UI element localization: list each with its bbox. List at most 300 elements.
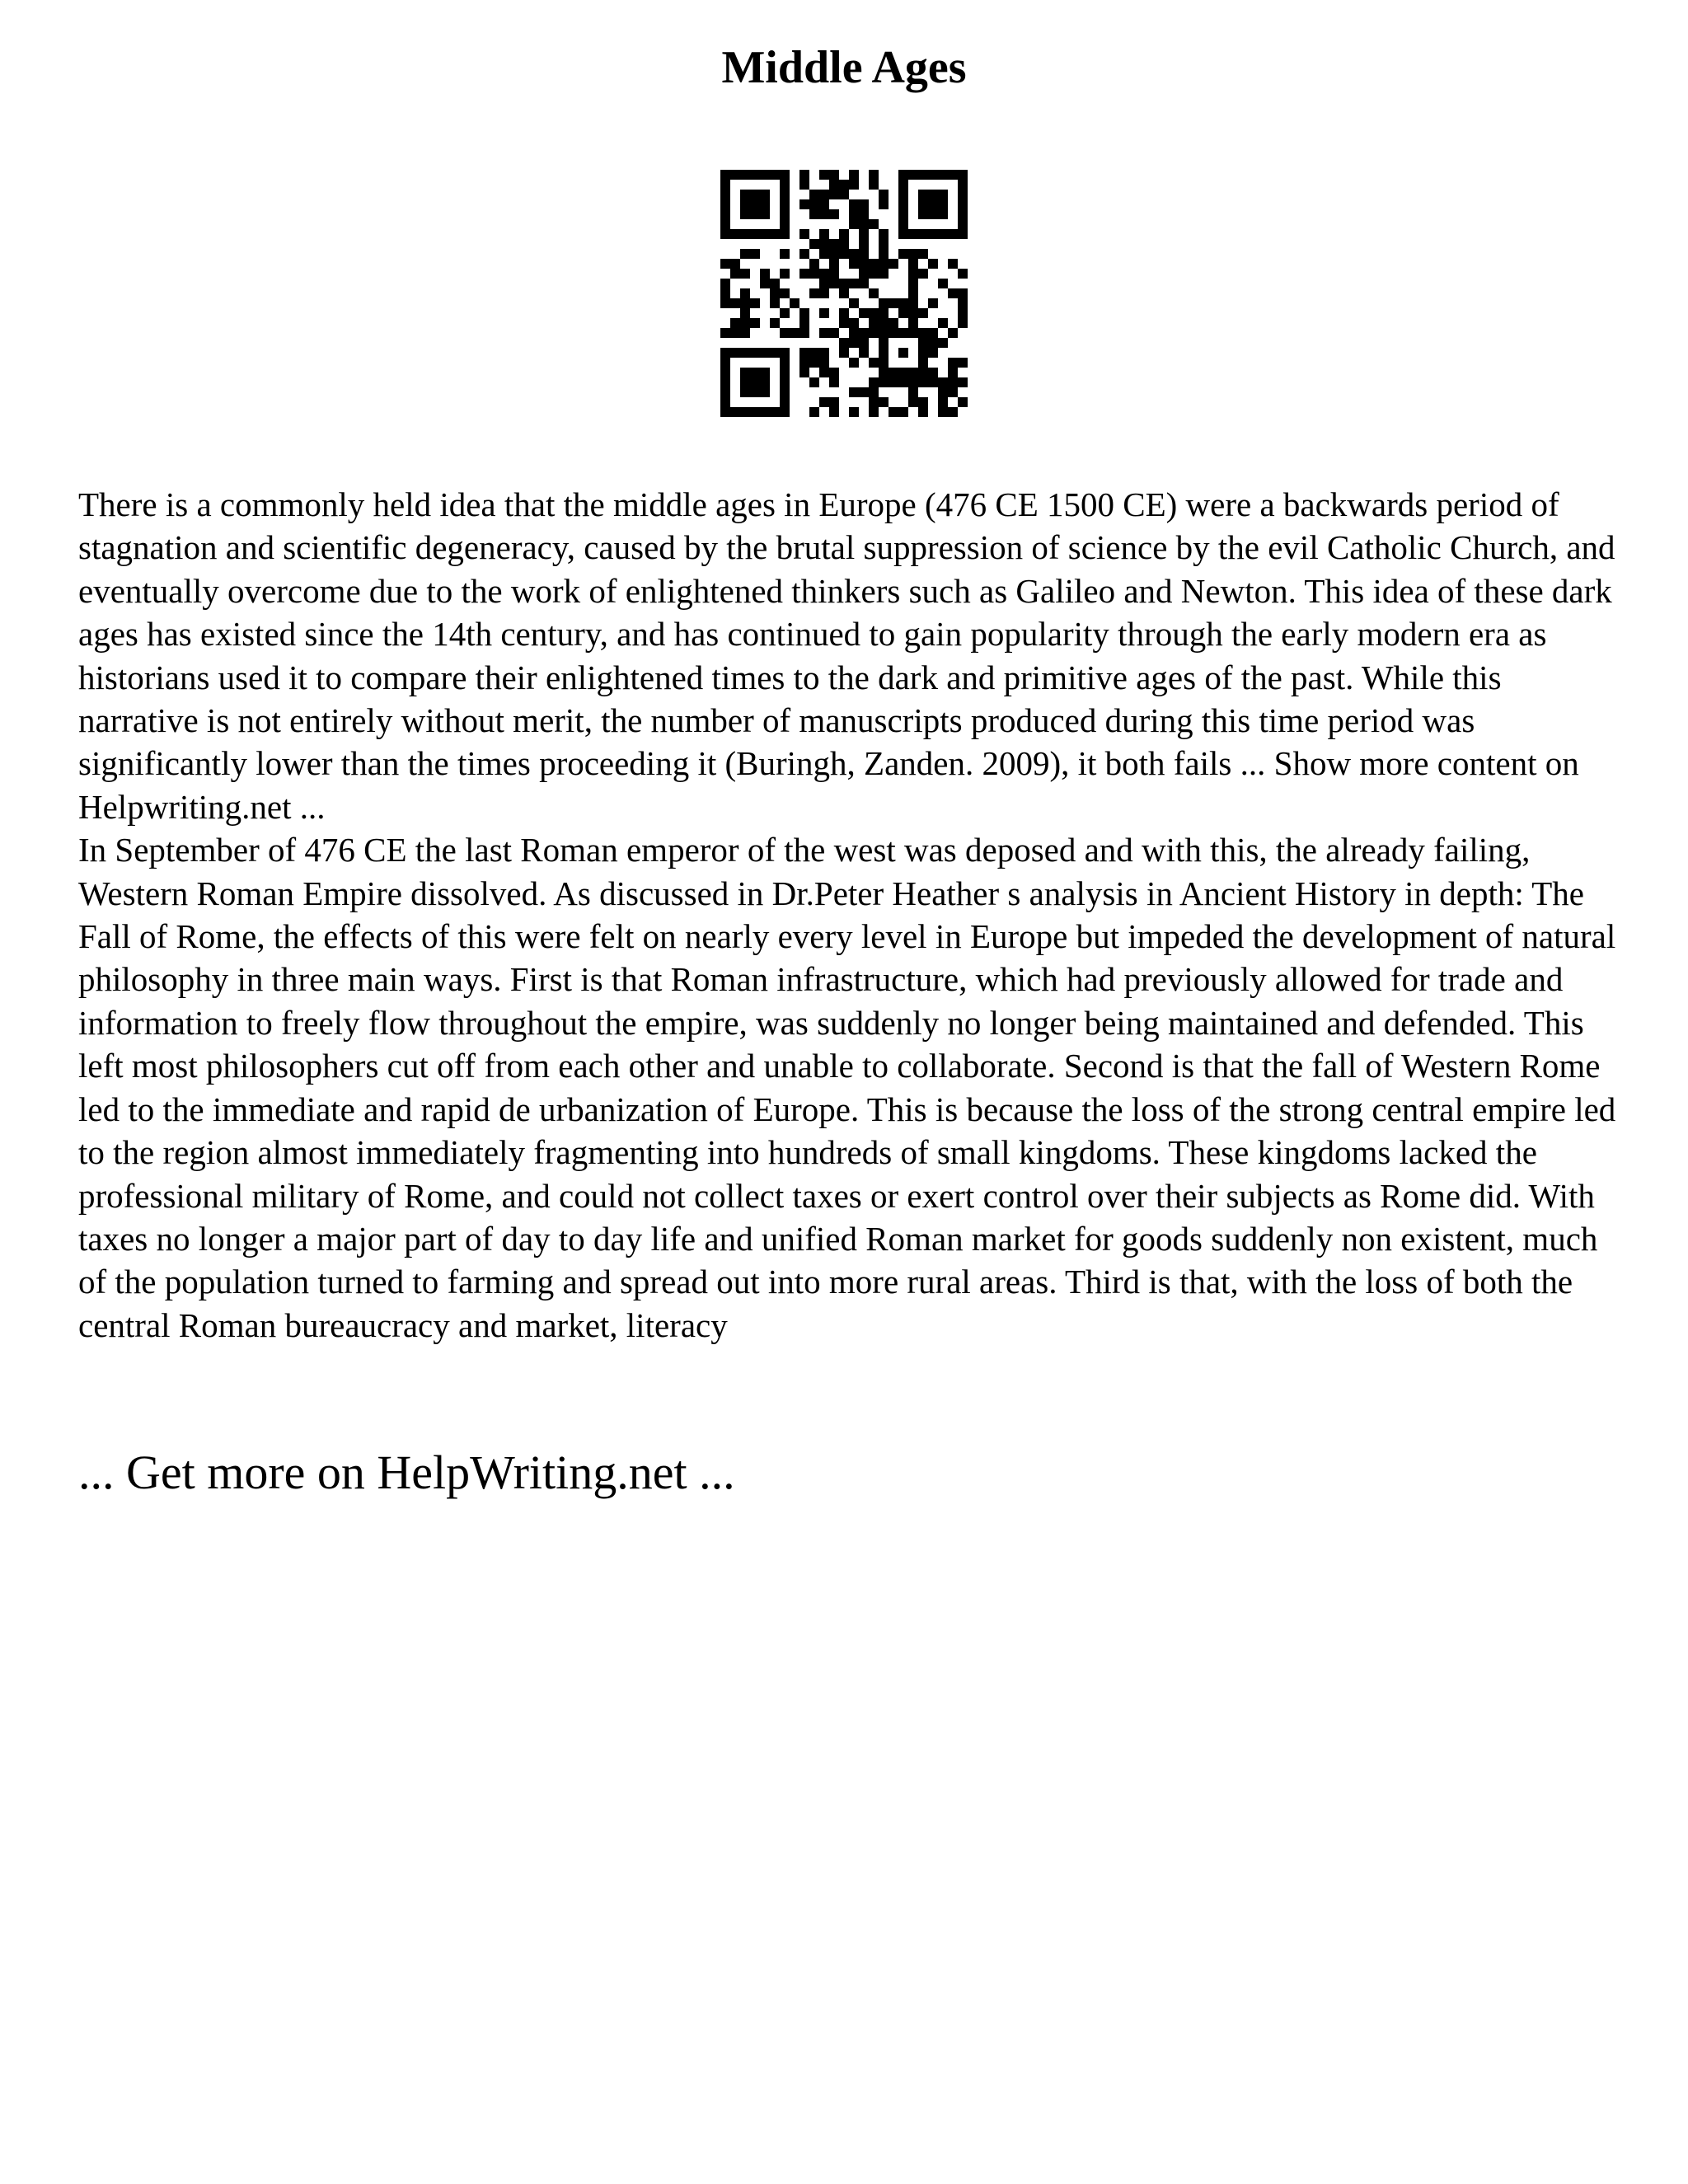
qr-module: [869, 387, 879, 397]
qr-module: [958, 358, 968, 368]
qr-module: [849, 259, 859, 269]
qr-module: [849, 180, 859, 190]
qr-module: [829, 368, 839, 377]
qr-module: [859, 259, 869, 269]
qr-module: [869, 259, 879, 269]
qr-module: [750, 377, 760, 387]
qr-module: [760, 377, 770, 387]
qr-module: [770, 407, 780, 417]
qr-module: [898, 170, 908, 180]
qr-module: [740, 328, 750, 338]
qr-module: [839, 318, 849, 328]
qr-module: [869, 377, 879, 387]
qr-module: [869, 397, 879, 407]
qr-module: [780, 308, 790, 318]
qr-module: [720, 288, 730, 298]
qr-module: [780, 407, 790, 417]
qr-module: [730, 170, 740, 180]
qr-module: [740, 199, 750, 209]
qr-module: [760, 229, 770, 239]
qr-module: [780, 387, 790, 397]
qr-module: [819, 308, 829, 318]
qr-module: [849, 407, 859, 417]
qr-module: [730, 229, 740, 239]
qr-module: [780, 249, 790, 259]
qr-module: [938, 387, 948, 397]
qr-module: [898, 229, 908, 239]
qr-module: [829, 249, 839, 259]
qr-module: [809, 358, 819, 368]
qr-module: [869, 219, 879, 229]
qr-module: [809, 269, 819, 279]
qr-module: [819, 199, 829, 209]
qr-module: [869, 288, 879, 298]
qr-module: [898, 348, 908, 358]
qr-module: [948, 368, 958, 377]
qr-module: [750, 199, 760, 209]
qr-module: [730, 269, 740, 279]
qr-module: [958, 190, 968, 199]
qr-module: [898, 377, 908, 387]
qr-module: [859, 348, 869, 358]
qr-module: [809, 259, 819, 269]
qr-module: [938, 377, 948, 387]
qr-module: [780, 328, 790, 338]
qr-module: [720, 407, 730, 417]
qr-module: [770, 279, 780, 288]
qr-module: [720, 209, 730, 219]
qr-module: [908, 387, 918, 397]
qr-module: [829, 239, 839, 249]
qr-module: [918, 348, 928, 358]
qr-module: [809, 199, 819, 209]
qr-module: [740, 229, 750, 239]
qr-module: [809, 377, 819, 387]
qr-module: [918, 190, 928, 199]
qr-module: [898, 190, 908, 199]
qr-module: [799, 170, 809, 180]
qr-module: [750, 229, 760, 239]
qr-module: [839, 190, 849, 199]
qr-module: [859, 308, 869, 318]
qr-module: [908, 298, 918, 308]
qr-module: [918, 338, 928, 348]
qr-module: [730, 259, 740, 269]
qr-module: [898, 209, 908, 219]
qr-module: [720, 397, 730, 407]
qr-module: [829, 328, 839, 338]
qr-module: [720, 229, 730, 239]
qr-module: [829, 377, 839, 387]
qr-module: [869, 358, 879, 368]
qr-module: [859, 209, 869, 219]
qr-module: [948, 407, 958, 417]
qr-module: [889, 368, 898, 377]
qr-module: [839, 229, 849, 239]
qr-module: [918, 209, 928, 219]
qr-module: [780, 199, 790, 209]
qr-module: [938, 279, 948, 288]
qr-module: [750, 387, 760, 397]
qr-module: [908, 249, 918, 259]
qr-module: [938, 170, 948, 180]
qr-module: [799, 199, 809, 209]
qr-module: [879, 259, 889, 269]
qr-module: [730, 328, 740, 338]
qr-module: [750, 190, 760, 199]
qr-module: [869, 180, 879, 190]
qr-module: [958, 288, 968, 298]
qr-module: [740, 190, 750, 199]
qr-module: [958, 269, 968, 279]
qr-module: [799, 229, 809, 239]
qr-module: [799, 328, 809, 338]
qr-module: [898, 407, 908, 417]
qr-module: [760, 209, 770, 219]
qr-module: [770, 318, 780, 328]
qr-module: [908, 397, 918, 407]
qr-module: [948, 229, 958, 239]
qr-module: [958, 397, 968, 407]
qr-module: [780, 397, 790, 407]
qr-module: [938, 338, 948, 348]
qr-module: [928, 259, 938, 269]
paragraph: There is a commonly held idea that the middle ages in Europe (476 CE 1500 CE) were a backwards period of stagnation and scientific degeneracy, caused by the brutal suppression of science by the evil Catholic Church, and eventually overcome due to the work of enlightened thinkers such as Galileo and Newton. This idea of these dark ages has existed since the 14th century, and has continued to gain popularity through the early modern era as historians used it to compare their enlightened times to the dark and primitive ages of the past. While this narrative is not entirely without merit, the number of manuscripts produced during this time period was significantly lower than the times proceeding it (Buringh, Zanden. 2009), it both fails ... Show more content on Helpwriting.net ...: [78, 485, 1615, 826]
qr-module: [780, 368, 790, 377]
qr-module: [918, 358, 928, 368]
qr-module: [958, 308, 968, 318]
qr-module: [889, 318, 898, 328]
qr-module: [720, 259, 730, 269]
qr-module: [720, 170, 730, 180]
qr-module: [740, 170, 750, 180]
qr-module: [799, 308, 809, 318]
qr-module: [720, 377, 730, 387]
qr-module: [869, 170, 879, 180]
qr-module: [928, 229, 938, 239]
qr-module: [790, 328, 799, 338]
qr-module: [918, 368, 928, 377]
qr-module: [819, 229, 829, 239]
qr-module: [760, 348, 770, 358]
qr-module: [720, 190, 730, 199]
qr-module: [859, 328, 869, 338]
qr-module: [750, 318, 760, 328]
qr-module: [799, 348, 809, 358]
qr-module: [918, 170, 928, 180]
qr-module: [928, 348, 938, 358]
qr-module: [839, 279, 849, 288]
qr-module: [918, 199, 928, 209]
qr-module: [938, 229, 948, 239]
qr-module: [928, 209, 938, 219]
qr-module: [760, 269, 770, 279]
qr-module: [908, 229, 918, 239]
qr-module: [819, 358, 829, 368]
qr-module: [938, 209, 948, 219]
qr-module: [879, 190, 889, 199]
qr-module: [958, 318, 968, 328]
qr-module: [839, 308, 849, 318]
qr-module: [750, 170, 760, 180]
qr-module: [780, 190, 790, 199]
qr-module: [829, 190, 839, 199]
article-body: [78, 483, 1620, 1347]
qr-module: [829, 180, 839, 190]
qr-module: [799, 318, 809, 328]
qr-module: [770, 298, 780, 308]
qr-module: [760, 368, 770, 377]
qr-module: [849, 219, 859, 229]
qr-module: [839, 348, 849, 358]
qr-module: [849, 318, 859, 328]
qr-module: [819, 209, 829, 219]
qr-module: [740, 407, 750, 417]
qr-module: [908, 279, 918, 288]
qr-module: [898, 219, 908, 229]
qr-module: [819, 348, 829, 358]
qr-module: [908, 368, 918, 377]
qr-module: [750, 348, 760, 358]
qr-module: [849, 328, 859, 338]
qr-module: [740, 249, 750, 259]
qr-module: [908, 259, 918, 269]
qr-module: [859, 279, 869, 288]
qr-module: [799, 368, 809, 377]
qr-module: [859, 269, 869, 279]
qr-module: [740, 269, 750, 279]
qr-module: [740, 377, 750, 387]
qr-module: [879, 358, 889, 368]
qr-module: [928, 338, 938, 348]
qr-module: [948, 387, 958, 397]
qr-module: [928, 377, 938, 387]
qr-module: [908, 377, 918, 387]
qr-module: [948, 377, 958, 387]
get-more-text: ... Get more on HelpWriting.net ...: [78, 1446, 735, 1499]
qr-module: [948, 259, 958, 269]
qr-module: [750, 249, 760, 259]
qr-module: [839, 180, 849, 190]
qr-module: [760, 199, 770, 209]
qr-module: [879, 229, 889, 239]
qr-module: [819, 328, 829, 338]
qr-module: [849, 209, 859, 219]
qr-module: [879, 269, 889, 279]
qr-module: [740, 298, 750, 308]
qr-module: [928, 190, 938, 199]
qr-module: [829, 269, 839, 279]
qr-module: [720, 348, 730, 358]
qr-module: [829, 407, 839, 417]
qr-module: [879, 348, 889, 358]
qr-module: [799, 358, 809, 368]
qr-module: [859, 229, 869, 239]
qr-module: [958, 170, 968, 180]
qr-module: [780, 269, 790, 279]
qr-module: [730, 348, 740, 358]
qr-module: [839, 249, 849, 259]
qr-module: [928, 328, 938, 338]
qr-module: [740, 318, 750, 328]
qr-module: [869, 318, 879, 328]
qr-module: [898, 368, 908, 377]
qr-module: [819, 239, 829, 249]
qr-module: [958, 209, 968, 219]
qr-module: [898, 249, 908, 259]
qr-module: [780, 170, 790, 180]
qr-module: [928, 199, 938, 209]
qr-module: [889, 259, 898, 269]
qr-module: [720, 358, 730, 368]
qr-module: [879, 318, 889, 328]
qr-module: [780, 209, 790, 219]
qr-module: [780, 288, 790, 298]
qr-module: [740, 209, 750, 219]
qr-module: [770, 348, 780, 358]
qr-module: [809, 288, 819, 298]
qr-module: [879, 368, 889, 377]
qr-module: [819, 397, 829, 407]
qr-module: [898, 298, 908, 308]
qr-module: [720, 219, 730, 229]
qr-module: [829, 209, 839, 219]
qr-module: [829, 397, 839, 407]
qr-module: [918, 397, 928, 407]
qr-module: [849, 387, 859, 397]
qr-module: [760, 190, 770, 199]
qr-module: [809, 348, 819, 358]
qr-module: [948, 328, 958, 338]
qr-module: [908, 170, 918, 180]
qr-module: [760, 387, 770, 397]
qr-module: [750, 298, 760, 308]
qr-module: [869, 308, 879, 318]
page-title: Middle Ages: [721, 42, 967, 93]
qr-module: [839, 239, 849, 249]
qr-module: [908, 308, 918, 318]
qr-module: [839, 338, 849, 348]
qr-module: [889, 328, 898, 338]
qr-module: [750, 407, 760, 417]
qr-module: [918, 269, 928, 279]
qr-module: [948, 288, 958, 298]
qr-module: [958, 377, 968, 387]
qr-module: [780, 377, 790, 387]
qr-module: [809, 239, 819, 249]
qr-module: [780, 348, 790, 358]
qr-module: [859, 239, 869, 249]
qr-module: [859, 338, 869, 348]
qr-module: [760, 170, 770, 180]
qr-module: [720, 180, 730, 190]
qr-module: [879, 328, 889, 338]
qr-module: [879, 239, 889, 249]
qr-module: [879, 338, 889, 348]
qr-module: [819, 368, 829, 377]
qr-module: [879, 199, 889, 209]
qr-module: [849, 170, 859, 180]
qr-module: [918, 308, 928, 318]
qr-module: [799, 180, 809, 190]
qr-module: [740, 368, 750, 377]
qr-module: [908, 328, 918, 338]
qr-module: [879, 308, 889, 318]
qr-module: [809, 209, 819, 219]
qr-module: [958, 229, 968, 239]
qr-module: [938, 199, 948, 209]
paragraph: In September of 476 CE the last Roman emperor of the west was deposed and with this, the already failing, Western Roman Empire dissolved. As discussed in Dr.Peter Heather s analysis in Ancient History in depth: The Fall of Rome, the effects of this were felt on nearly every level in Europe but impeded the development of natural philosophy in three main ways. First is that Roman infrastructure, which had previously allowed for trade and information to freely flow throughout the empire, was suddenly no longer being maintained and defended. This left most philosophers cut off from each other and unable to collaborate. Second is that the fall of Western Rome led to the immediate and rapid de urbanization of Europe. This is because the loss of the strong central empire led to the region almost immediately fragmenting into hundreds of small kingdoms. These kingdoms lacked the professional military of Rome, and could not collect taxes or exert control over their subjects as Rome did. With taxes no longer a major part of day to day life and unified Roman market for goods suddenly non existent, much of the population turned to farming and spread out into more rural areas. Third is that, with the loss of both the central Roman bureaucracy and market, literacy: [78, 831, 1616, 1344]
qr-module: [760, 407, 770, 417]
qr-module: [799, 249, 809, 259]
qr-module: [829, 259, 839, 269]
qr-module: [819, 279, 829, 288]
qr-module: [928, 298, 938, 308]
qr-module: [958, 199, 968, 209]
qr-module: [750, 368, 760, 377]
qr-module: [938, 190, 948, 199]
qr-module: [859, 387, 869, 397]
qr-module: [829, 170, 839, 180]
qr-module: [790, 298, 799, 308]
qr-module: [898, 308, 908, 318]
qr-module: [928, 170, 938, 180]
qr-module: [879, 397, 889, 407]
qr-module: [780, 219, 790, 229]
qr-module: [730, 298, 740, 308]
qr-module: [928, 368, 938, 377]
qr-module: [958, 298, 968, 308]
qr-module: [889, 298, 898, 308]
qr-module: [898, 328, 908, 338]
qr-module: [958, 219, 968, 229]
qr-module: [938, 397, 948, 407]
qr-module: [938, 407, 948, 417]
qr-module: [849, 279, 859, 288]
qr-module: [849, 249, 859, 259]
qr-module: [819, 190, 829, 199]
qr-module: [918, 229, 928, 239]
qr-module: [859, 199, 869, 209]
qr-module: [889, 377, 898, 387]
qr-module: [849, 338, 859, 348]
qr-module: [869, 269, 879, 279]
qr-module: [780, 229, 790, 239]
qr-module: [720, 368, 730, 377]
qr-module: [819, 249, 829, 259]
qr-module: [780, 358, 790, 368]
qr-module: [730, 407, 740, 417]
qr-module: [770, 229, 780, 239]
qr-module: [720, 298, 730, 308]
qr-module: [879, 249, 889, 259]
qr-module: [740, 288, 750, 298]
qr-module: [879, 377, 889, 387]
qr-code-icon: [720, 170, 968, 417]
qr-module: [770, 170, 780, 180]
qr-module: [720, 328, 730, 338]
qr-module: [839, 288, 849, 298]
qr-module: [879, 298, 889, 308]
qr-module: [918, 407, 928, 417]
qr-module: [720, 387, 730, 397]
qr-module: [819, 288, 829, 298]
qr-module: [908, 269, 918, 279]
qr-module: [898, 199, 908, 209]
qr-module: [908, 288, 918, 298]
qr-module: [918, 377, 928, 387]
qr-module: [869, 407, 879, 417]
